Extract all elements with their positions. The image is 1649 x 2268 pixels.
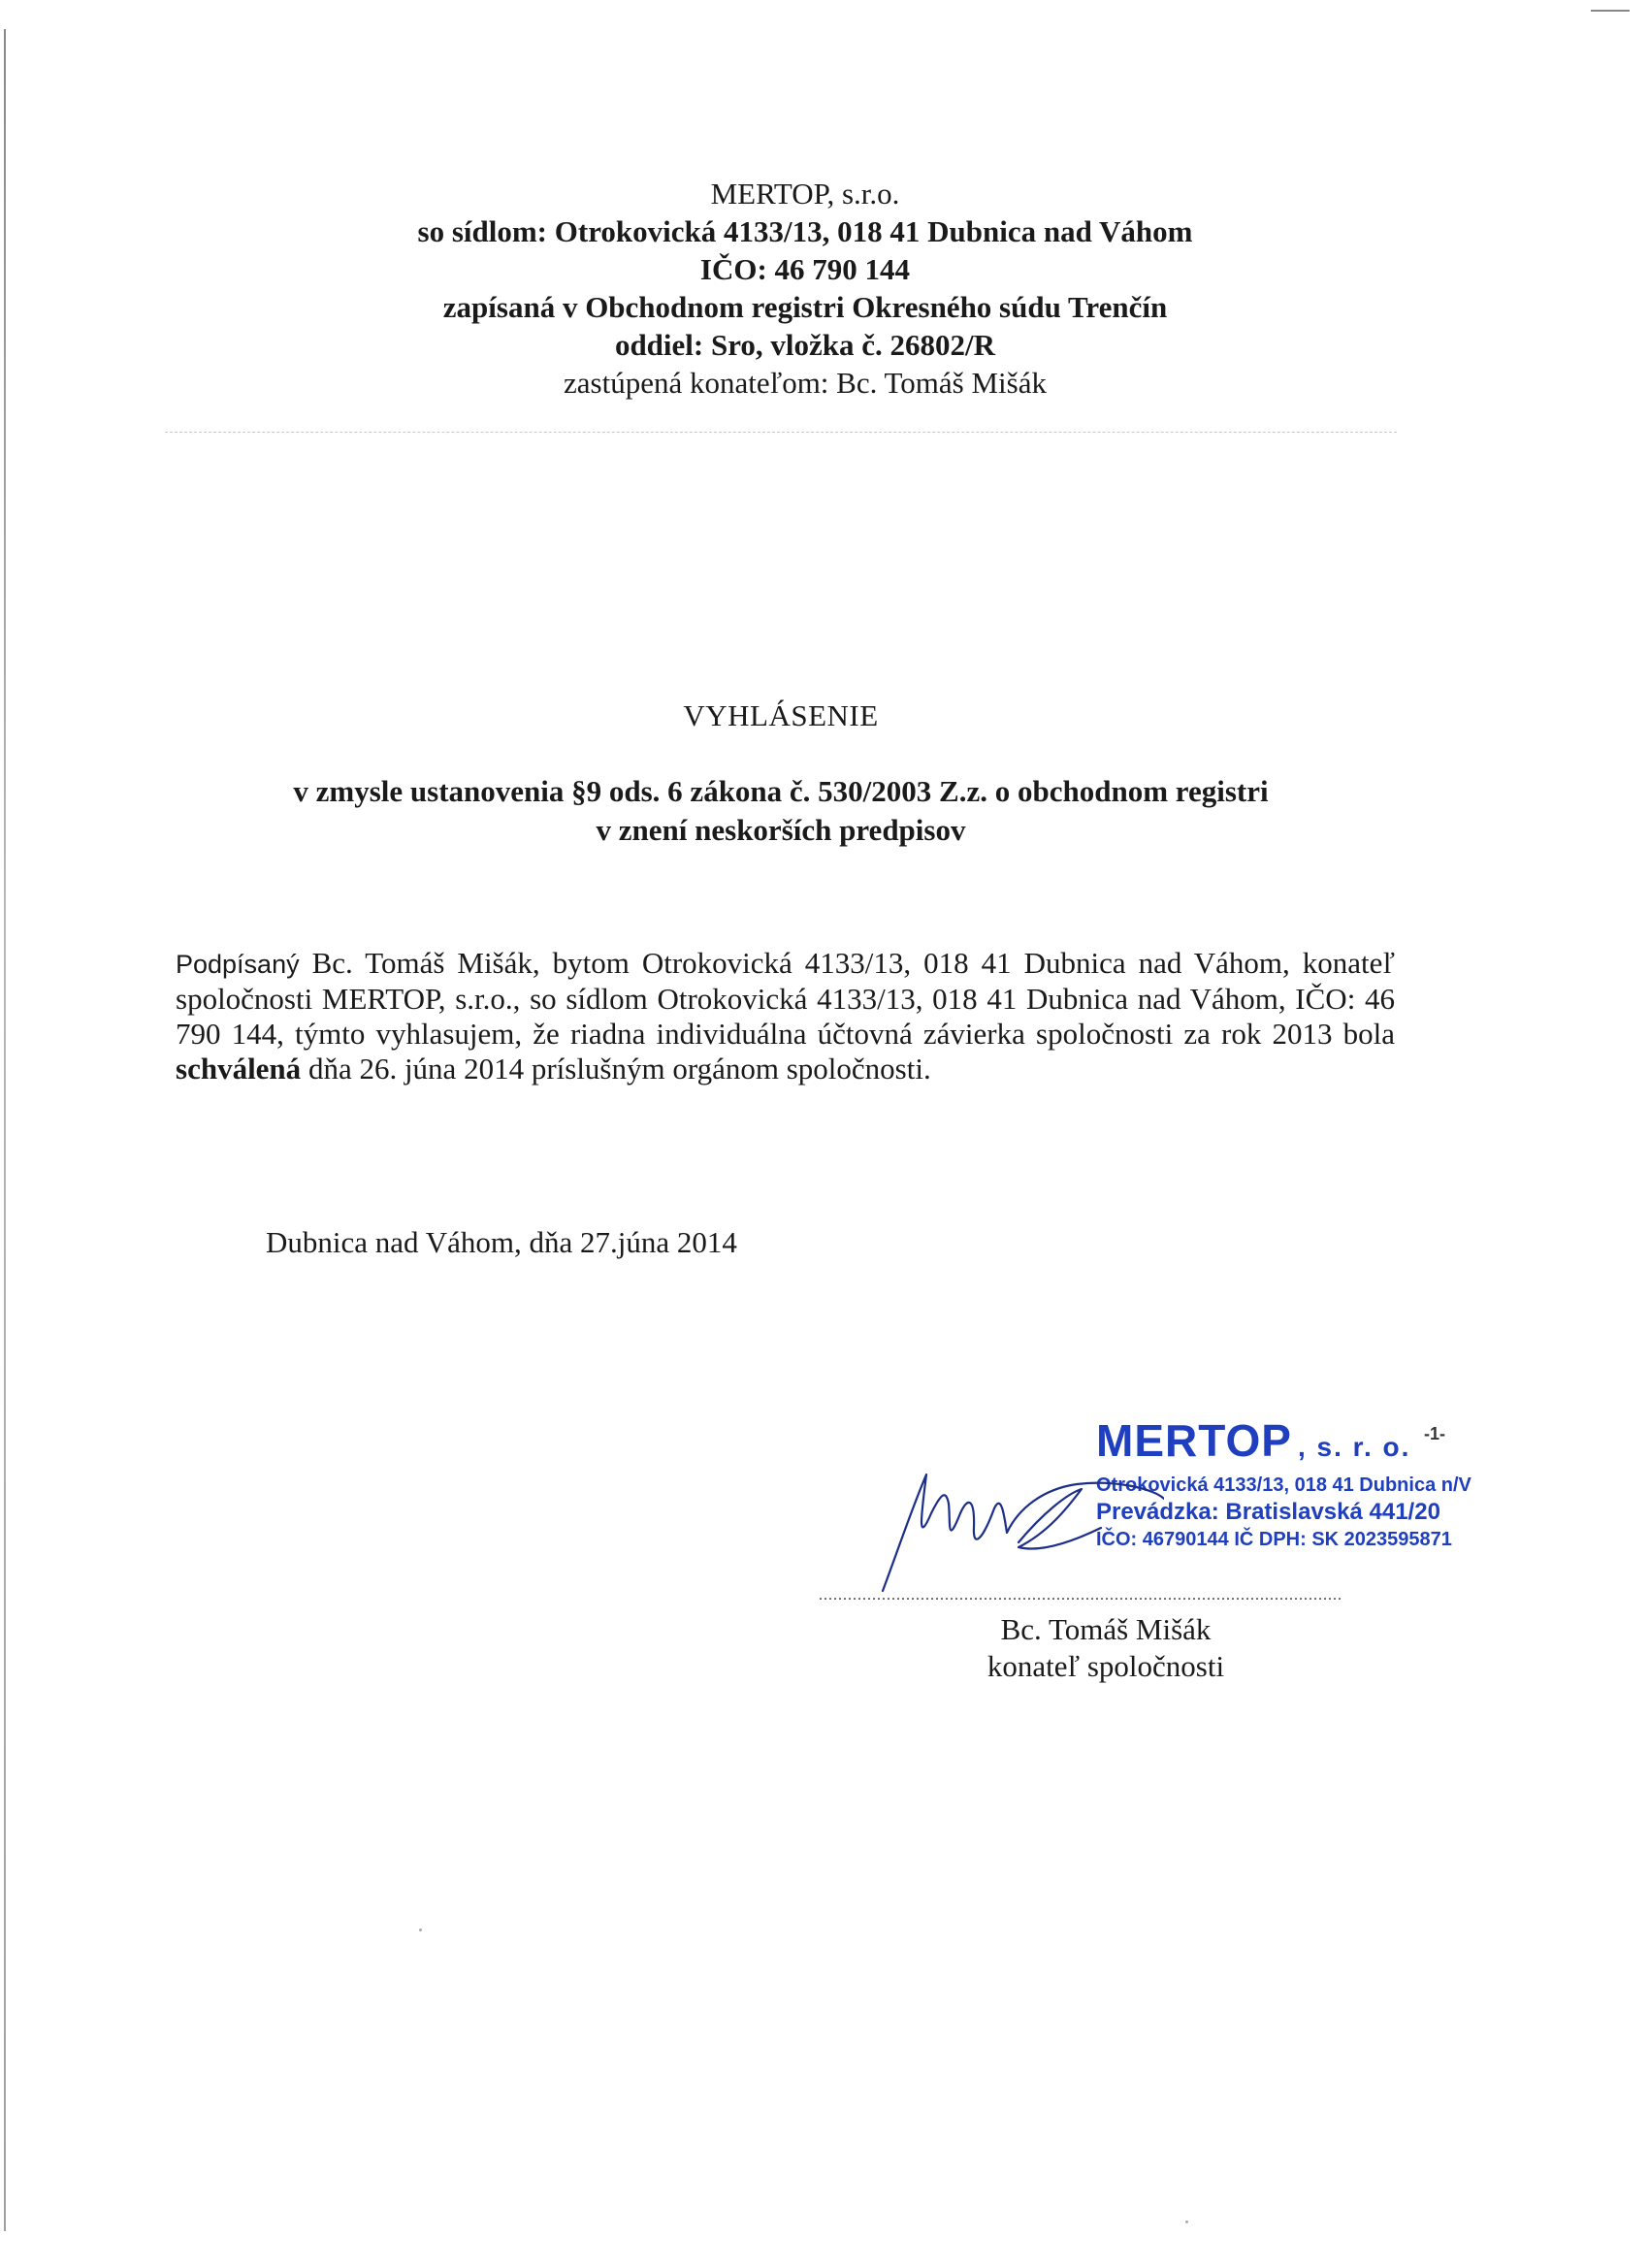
- company-name: MERTOP, s.r.o.: [710, 177, 900, 211]
- company-section: oddiel: Sro, vložka č. 26802/R: [614, 328, 996, 362]
- document-subtitle-line2: v znení neskorších predpisov: [596, 813, 966, 847]
- company-registry: zapísaná v Obchodnom registri Okresného súdu Trenčín: [442, 290, 1168, 324]
- paragraph-text-2: dňa 26. júna 2014 príslušným orgánom spoločnosti.: [301, 1052, 931, 1085]
- document-title: VYHLÁSENIE: [683, 698, 879, 732]
- signer-name: Bc. Tomáš Mišák: [1000, 1612, 1212, 1646]
- paragraph-text-1: Bc. Tomáš Mišák, bytom Otrokovická 4133/13, 018 41 Dubnica nad Váhom, konateľ spoločnosti MERTOP, s.r.o., so sídlom Otrokovická 4133/13, 018 41 Dubnica nad Váhom, IČO: 46 790 144, týmto vyhlasujem, že riadna individuálna účtovná závierka spoločnosti za rok 2013 bola: [176, 946, 1395, 1051]
- signer-role: konateľ spoločnosti: [986, 1649, 1225, 1683]
- company-ico: IČO: 46 790 144: [699, 252, 911, 286]
- signature-line: ............................................................................................................: [819, 1587, 1342, 1604]
- paragraph-bold-word: schválená: [176, 1052, 302, 1085]
- place-and-date: Dubnica nad Váhom, dňa 27.júna 2014: [266, 1225, 737, 1259]
- document-subtitle-line1: v zmysle ustanovenia §9 ods. 6 zákona č. 530/2003 Z.z. o obchodnom registri: [293, 774, 1269, 808]
- stamp-ids: IČO: 46790144 IČ DPH: SK 2023595871: [1096, 1529, 1452, 1550]
- company-representative: zastúpená konateľom: Bc. Tomáš Mišák: [564, 366, 1047, 400]
- company-header: [0, 175, 1610, 402]
- header-divider: [165, 432, 1397, 433]
- handwritten-signature: [873, 1455, 1164, 1601]
- scan-speck: [1185, 2220, 1188, 2223]
- declaration-title-block: [0, 697, 1562, 850]
- signer-block: [912, 1611, 1300, 1685]
- stamp-address: Otrokovická 4133/13, 018 41 Dubnica n/V: [1096, 1474, 1471, 1496]
- declaration-paragraph: [176, 946, 1395, 1086]
- stamp-brand-name: MERTOP: [1096, 1415, 1292, 1466]
- paragraph-lead: Podpísaný: [176, 950, 300, 979]
- page-number: -1-: [1424, 1424, 1445, 1443]
- stamp-brand-suffix: , s. r. o.: [1297, 1432, 1411, 1462]
- company-address: so sídlom: Otrokovická 4133/13, 018 41 Dubnica nad Váhom: [417, 214, 1193, 248]
- scan-mark: [1591, 10, 1630, 12]
- scan-speck: [419, 1928, 422, 1931]
- stamp-premises: Prevádzka: Bratislavská 441/20: [1096, 1499, 1440, 1525]
